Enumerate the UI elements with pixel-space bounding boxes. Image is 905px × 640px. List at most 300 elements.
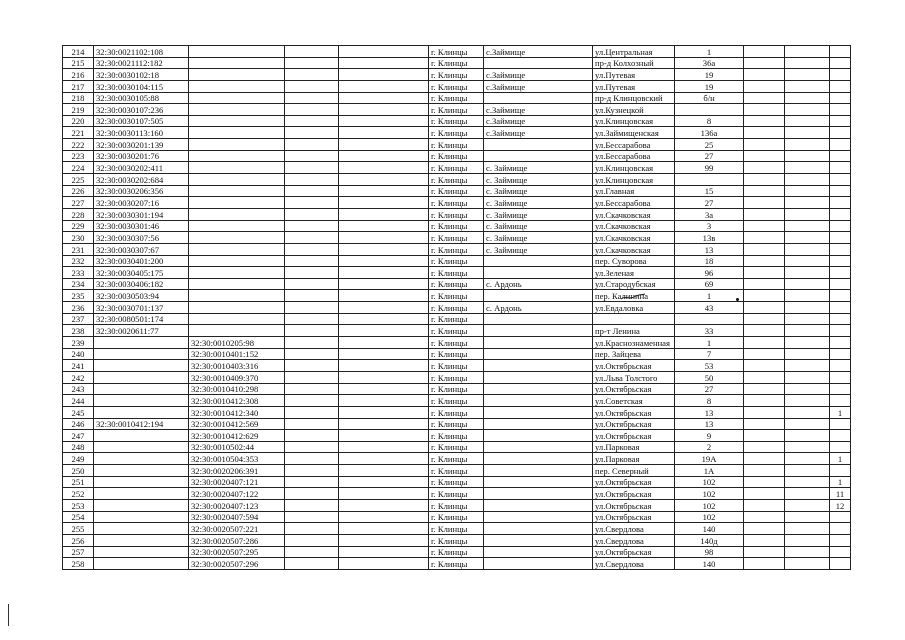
empty-cell (744, 80, 785, 92)
cell-n: 217 (63, 80, 94, 92)
cell-settl (484, 558, 593, 570)
empty-cell (785, 534, 830, 546)
empty-cell (785, 523, 830, 535)
pen-scribble (620, 293, 646, 301)
cell-n: 234 (63, 278, 94, 290)
cell-last: 1 (830, 476, 851, 488)
cell-last (830, 197, 851, 209)
empty-cell (785, 139, 830, 151)
cell-house: 99 (675, 162, 744, 174)
empty-cell (339, 418, 429, 430)
cell-cad2 (189, 92, 285, 104)
table-row (63, 558, 851, 570)
cell-house: 53 (675, 360, 744, 372)
table-row (63, 546, 851, 558)
empty-cell (285, 139, 339, 151)
cell-house: 3а (675, 208, 744, 220)
cell-city: г. Клинцы (429, 243, 484, 255)
cell-last (830, 302, 851, 314)
cell-cad: 32:30:0021112:182 (94, 57, 189, 69)
cell-street: ул.Клинцовская (593, 162, 675, 174)
table-row (63, 267, 851, 279)
empty-cell (785, 80, 830, 92)
cell-settl: с. Займище (484, 174, 593, 186)
cell-cad (94, 395, 189, 407)
cell-cad: 32:30:0030405:175 (94, 267, 189, 279)
empty-cell (744, 243, 785, 255)
cell-n: 253 (63, 499, 94, 511)
empty-cell (339, 278, 429, 290)
table-row (63, 360, 851, 372)
empty-cell (744, 185, 785, 197)
empty-cell (339, 453, 429, 465)
cell-house: 15 (675, 185, 744, 197)
empty-cell (339, 104, 429, 116)
cell-settl: с.Займище (484, 104, 593, 116)
cell-n: 224 (63, 162, 94, 174)
cell-city: г. Клинцы (429, 313, 484, 325)
margin-line (8, 604, 9, 626)
cell-last (830, 174, 851, 186)
cell-city: г. Клинцы (429, 208, 484, 220)
empty-cell (785, 499, 830, 511)
empty-cell (285, 395, 339, 407)
empty-cell (785, 57, 830, 69)
empty-cell (285, 430, 339, 442)
cell-cad: 32:30:0030202:684 (94, 174, 189, 186)
cell-house: 2 (675, 441, 744, 453)
cell-street: ул.Парковая (593, 453, 675, 465)
table-row (63, 197, 851, 209)
cell-settl (484, 523, 593, 535)
cell-last (830, 348, 851, 360)
cell-house: 140д (675, 534, 744, 546)
table-row (63, 92, 851, 104)
empty-cell (339, 267, 429, 279)
cell-cad2 (189, 302, 285, 314)
cell-cad (94, 488, 189, 500)
cell-settl (484, 139, 593, 151)
table-row (63, 162, 851, 174)
cell-n: 237 (63, 313, 94, 325)
cell-last (830, 127, 851, 139)
empty-cell (744, 348, 785, 360)
table-row (63, 220, 851, 232)
cell-settl (484, 371, 593, 383)
cell-cad: 32:30:0030301:46 (94, 220, 189, 232)
cell-house: 3 (675, 220, 744, 232)
cell-n: 252 (63, 488, 94, 500)
cell-house: 136а (675, 127, 744, 139)
empty-cell (339, 534, 429, 546)
empty-cell (285, 325, 339, 337)
cell-last (830, 92, 851, 104)
empty-cell (744, 174, 785, 186)
cell-settl (484, 255, 593, 267)
cell-n: 216 (63, 69, 94, 81)
cell-street: ул.Октябрьская (593, 511, 675, 523)
cell-house: 69 (675, 278, 744, 290)
cell-last (830, 115, 851, 127)
empty-cell (339, 546, 429, 558)
cell-settl (484, 337, 593, 349)
cell-n: 254 (63, 511, 94, 523)
cell-last: 11 (830, 488, 851, 500)
cell-city: г. Клинцы (429, 80, 484, 92)
cell-cad2 (189, 174, 285, 186)
empty-cell (785, 453, 830, 465)
cell-cad: 32:30:0030207:16 (94, 197, 189, 209)
cell-street: ул.Свердлова (593, 523, 675, 535)
cell-cad: 32:30:0021102:108 (94, 46, 189, 58)
cell-cad2: 32:30:0020507:286 (189, 534, 285, 546)
table-row (63, 523, 851, 535)
cell-cad (94, 337, 189, 349)
cell-last (830, 162, 851, 174)
cell-last (830, 325, 851, 337)
cell-n: 227 (63, 197, 94, 209)
cell-street: ул.Октябрьская (593, 430, 675, 442)
cell-house: 102 (675, 476, 744, 488)
cell-cad: 32:30:0030107:236 (94, 104, 189, 116)
empty-cell (285, 80, 339, 92)
empty-cell (339, 499, 429, 511)
cell-cad: 32:30:0030107:505 (94, 115, 189, 127)
empty-cell (785, 232, 830, 244)
table-row (63, 511, 851, 523)
empty-cell (339, 371, 429, 383)
cell-last (830, 383, 851, 395)
cell-settl: с. Ардонь (484, 302, 593, 314)
empty-cell (744, 558, 785, 570)
cell-city: г. Клинцы (429, 185, 484, 197)
empty-cell (339, 46, 429, 58)
cell-street: ул.Зеленая (593, 267, 675, 279)
cell-cad2 (189, 57, 285, 69)
empty-cell (785, 337, 830, 349)
cell-city: г. Клинцы (429, 267, 484, 279)
empty-cell (785, 558, 830, 570)
cell-cad: 32:30:0010412:194 (94, 418, 189, 430)
cell-street (593, 313, 675, 325)
empty-cell (339, 302, 429, 314)
empty-cell (285, 185, 339, 197)
cell-cad (94, 360, 189, 372)
address-registry-table (62, 45, 851, 570)
empty-cell (744, 360, 785, 372)
empty-cell (285, 46, 339, 58)
cell-n: 233 (63, 267, 94, 279)
cell-house: б/н (675, 92, 744, 104)
cell-city: г. Клинцы (429, 290, 484, 302)
cell-cad2: 32:30:0020407:594 (189, 511, 285, 523)
cell-settl: с. Займище (484, 232, 593, 244)
empty-cell (285, 534, 339, 546)
cell-settl: с.Займище (484, 46, 593, 58)
empty-cell (744, 290, 785, 302)
empty-cell (339, 150, 429, 162)
cell-n: 239 (63, 337, 94, 349)
cell-cad2 (189, 162, 285, 174)
cell-house: 43 (675, 302, 744, 314)
cell-cad: 32:30:0030104:115 (94, 80, 189, 92)
cell-last (830, 267, 851, 279)
empty-cell (339, 406, 429, 418)
empty-cell (285, 208, 339, 220)
cell-last (830, 337, 851, 349)
cell-cad: 32:30:0030105:88 (94, 92, 189, 104)
cell-cad2 (189, 208, 285, 220)
cell-last (830, 69, 851, 81)
cell-settl (484, 546, 593, 558)
empty-cell (285, 337, 339, 349)
cell-n: 241 (63, 360, 94, 372)
table-row (63, 139, 851, 151)
empty-cell (785, 383, 830, 395)
cell-house: 27 (675, 383, 744, 395)
cell-settl (484, 499, 593, 511)
cell-street: пр-д Колхозный (593, 57, 675, 69)
cell-house: 13 (675, 418, 744, 430)
cell-last (830, 57, 851, 69)
empty-cell (785, 395, 830, 407)
cell-settl: с. Займище (484, 197, 593, 209)
empty-cell (339, 208, 429, 220)
cell-last (830, 430, 851, 442)
cell-last (830, 371, 851, 383)
cell-street: ул.Октябрьская (593, 406, 675, 418)
cell-n: 238 (63, 325, 94, 337)
empty-cell (785, 546, 830, 558)
cell-n: 246 (63, 418, 94, 430)
empty-cell (785, 220, 830, 232)
table-row (63, 278, 851, 290)
empty-cell (339, 337, 429, 349)
empty-cell (785, 115, 830, 127)
empty-cell (339, 290, 429, 302)
table-row (63, 290, 851, 302)
cell-cad2 (189, 255, 285, 267)
cell-last (830, 220, 851, 232)
cell-city: г. Клинцы (429, 115, 484, 127)
cell-city: г. Клинцы (429, 476, 484, 488)
cell-n: 231 (63, 243, 94, 255)
cell-cad2: 32:30:0020407:121 (189, 476, 285, 488)
cell-house (675, 313, 744, 325)
cell-cad2: 32:30:0010205:98 (189, 337, 285, 349)
cell-settl (484, 406, 593, 418)
cell-settl (484, 465, 593, 477)
cell-street: ул.Октябрьская (593, 360, 675, 372)
cell-n: 248 (63, 441, 94, 453)
empty-cell (285, 57, 339, 69)
cell-city: г. Клинцы (429, 395, 484, 407)
cell-city: г. Клинцы (429, 104, 484, 116)
cell-house: 96 (675, 267, 744, 279)
cell-last (830, 185, 851, 197)
cell-cad2 (189, 313, 285, 325)
empty-cell (339, 430, 429, 442)
cell-city: г. Клинцы (429, 220, 484, 232)
cell-house: 8 (675, 395, 744, 407)
table-row (63, 232, 851, 244)
cell-last (830, 418, 851, 430)
empty-cell (744, 430, 785, 442)
cell-n: 245 (63, 406, 94, 418)
cell-cad: 32:30:0030503:94 (94, 290, 189, 302)
empty-cell (285, 558, 339, 570)
cell-street: ул.Бессарабова (593, 150, 675, 162)
empty-cell (285, 290, 339, 302)
cell-street: пер. Суворова (593, 255, 675, 267)
cell-cad2: 32:30:0020206:391 (189, 465, 285, 477)
cell-cad2 (189, 325, 285, 337)
cell-cad: 32:30:0030307:56 (94, 232, 189, 244)
cell-city: г. Клинцы (429, 499, 484, 511)
table-row (63, 441, 851, 453)
cell-n: 243 (63, 383, 94, 395)
cell-settl (484, 395, 593, 407)
cell-cad2 (189, 232, 285, 244)
cell-house: 102 (675, 511, 744, 523)
cell-street: ул.Евдаловка (593, 302, 675, 314)
empty-cell (744, 418, 785, 430)
empty-cell (285, 441, 339, 453)
cell-house: 19А (675, 453, 744, 465)
cell-settl: с. Займище (484, 243, 593, 255)
cell-cad2: 32:30:0020507:295 (189, 546, 285, 558)
empty-cell (285, 348, 339, 360)
table-row (63, 46, 851, 58)
empty-cell (744, 546, 785, 558)
cell-n: 257 (63, 546, 94, 558)
cell-settl: с. Займище (484, 220, 593, 232)
empty-cell (744, 232, 785, 244)
cell-city: г. Клинцы (429, 162, 484, 174)
empty-cell (785, 278, 830, 290)
cell-street: ул.Клинцовская (593, 174, 675, 186)
empty-cell (285, 174, 339, 186)
cell-house: 33 (675, 325, 744, 337)
cell-city: г. Клинцы (429, 57, 484, 69)
cell-cad (94, 430, 189, 442)
empty-cell (744, 139, 785, 151)
cell-cad (94, 534, 189, 546)
empty-cell (285, 92, 339, 104)
cell-n: 249 (63, 453, 94, 465)
cell-city: г. Клинцы (429, 558, 484, 570)
cell-house: 25 (675, 139, 744, 151)
cell-house: 102 (675, 499, 744, 511)
empty-cell (744, 488, 785, 500)
empty-cell (339, 232, 429, 244)
cell-last (830, 208, 851, 220)
empty-cell (785, 325, 830, 337)
cell-house: 27 (675, 150, 744, 162)
table-body (63, 46, 851, 570)
empty-cell (285, 267, 339, 279)
empty-cell (785, 46, 830, 58)
empty-cell (785, 197, 830, 209)
cell-n: 250 (63, 465, 94, 477)
cell-cad (94, 383, 189, 395)
cell-cad2 (189, 127, 285, 139)
cell-settl (484, 313, 593, 325)
cell-cad2: 32:30:0010409:370 (189, 371, 285, 383)
empty-cell (744, 302, 785, 314)
cell-last (830, 558, 851, 570)
cell-cad2 (189, 69, 285, 81)
empty-cell (785, 441, 830, 453)
empty-cell (339, 115, 429, 127)
empty-cell (339, 92, 429, 104)
empty-cell (339, 197, 429, 209)
cell-house: 18 (675, 255, 744, 267)
cell-cad2 (189, 80, 285, 92)
empty-cell (339, 220, 429, 232)
cell-city: г. Клинцы (429, 441, 484, 453)
cell-house: 98 (675, 546, 744, 558)
cell-n: 230 (63, 232, 94, 244)
empty-cell (744, 46, 785, 58)
empty-cell (285, 465, 339, 477)
cell-street: пер. Калинина (593, 290, 675, 302)
cell-settl: с.Займище (484, 69, 593, 81)
empty-cell (339, 69, 429, 81)
cell-house: 140 (675, 523, 744, 535)
empty-cell (785, 174, 830, 186)
cell-city: г. Клинцы (429, 69, 484, 81)
cell-cad2 (189, 150, 285, 162)
cell-settl (484, 290, 593, 302)
table-row (63, 80, 851, 92)
cell-n: 218 (63, 92, 94, 104)
cell-last (830, 46, 851, 58)
cell-n: 221 (63, 127, 94, 139)
empty-cell (744, 57, 785, 69)
cell-house: 19 (675, 80, 744, 92)
cell-cad: 32:30:0030113:160 (94, 127, 189, 139)
empty-cell (785, 360, 830, 372)
cell-last: 1 (830, 453, 851, 465)
cell-city: г. Клинцы (429, 337, 484, 349)
cell-cad2 (189, 104, 285, 116)
cell-cad2: 32:30:0020407:123 (189, 499, 285, 511)
empty-cell (285, 197, 339, 209)
cell-cad2: 32:30:0020507:221 (189, 523, 285, 535)
cell-city: г. Клинцы (429, 406, 484, 418)
cell-n: 228 (63, 208, 94, 220)
cell-settl (484, 360, 593, 372)
cell-cad: 32:30:0030301:194 (94, 208, 189, 220)
empty-cell (744, 465, 785, 477)
empty-cell (285, 104, 339, 116)
empty-cell (285, 499, 339, 511)
cell-last (830, 313, 851, 325)
cell-street: пер. Северный (593, 465, 675, 477)
cell-n: 256 (63, 534, 94, 546)
cell-n: 219 (63, 104, 94, 116)
empty-cell (285, 383, 339, 395)
cell-last (830, 465, 851, 477)
cell-n: 235 (63, 290, 94, 302)
empty-cell (744, 511, 785, 523)
cell-cad2 (189, 185, 285, 197)
cell-city: г. Клинцы (429, 197, 484, 209)
cell-house: 1 (675, 46, 744, 58)
cell-last (830, 232, 851, 244)
empty-cell (285, 546, 339, 558)
